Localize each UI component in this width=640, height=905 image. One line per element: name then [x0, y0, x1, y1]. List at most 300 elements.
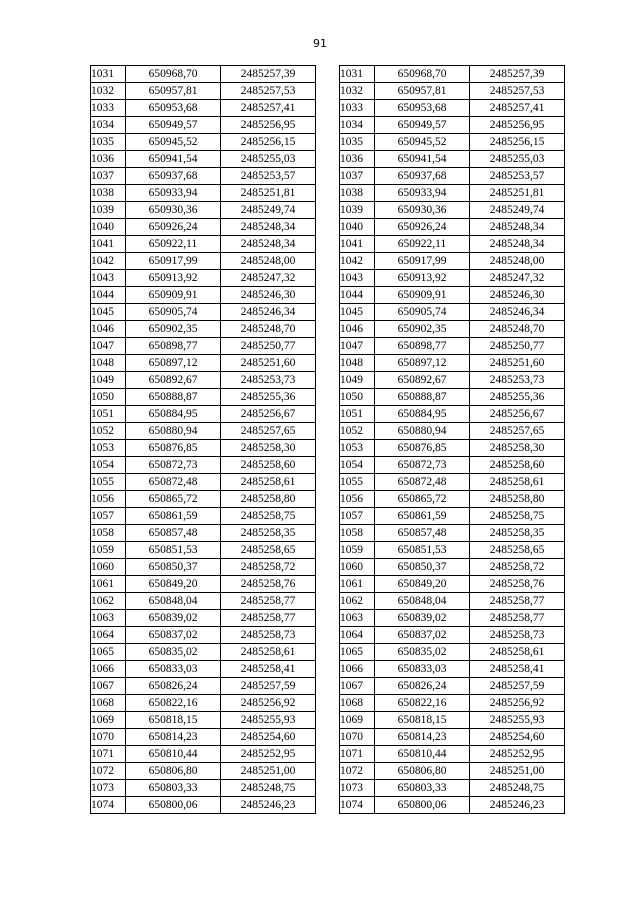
x-coordinate-cell: 650941,54: [375, 151, 470, 168]
table-row: [340, 134, 565, 151]
y-coordinate-cell: 2485255,93: [221, 712, 316, 729]
point-number-cell: 1054: [91, 457, 126, 474]
x-coordinate-cell: 650803,33: [126, 780, 221, 797]
x-coordinate-cell: 650917,99: [126, 253, 221, 270]
point-number-cell: 1049: [91, 372, 126, 389]
y-coordinate-cell: 2485247,32: [470, 270, 565, 287]
y-coordinate-cell: 2485255,03: [221, 151, 316, 168]
table-row: [340, 593, 565, 610]
x-coordinate-cell: 650835,02: [126, 644, 221, 661]
table-row: [340, 270, 565, 287]
point-number-cell: 1069: [340, 712, 375, 729]
table-row: [340, 695, 565, 712]
table-row: [340, 83, 565, 100]
table-row: [340, 100, 565, 117]
point-number-cell: 1045: [91, 304, 126, 321]
x-coordinate-cell: 650803,33: [375, 780, 470, 797]
point-number-cell: 1065: [340, 644, 375, 661]
y-coordinate-cell: 2485252,95: [470, 746, 565, 763]
table-row: [340, 185, 565, 202]
x-coordinate-cell: 650968,70: [126, 66, 221, 83]
table-row: [340, 729, 565, 746]
x-coordinate-cell: 650888,87: [126, 389, 221, 406]
x-coordinate-cell: 650800,06: [375, 797, 470, 814]
point-number-cell: 1046: [91, 321, 126, 338]
y-coordinate-cell: 2485255,36: [470, 389, 565, 406]
y-coordinate-cell: 2485257,65: [470, 423, 565, 440]
x-coordinate-cell: 650905,74: [375, 304, 470, 321]
table-row: [91, 389, 316, 406]
table-row: [340, 355, 565, 372]
y-coordinate-cell: 2485250,77: [221, 338, 316, 355]
y-coordinate-cell: 2485256,92: [470, 695, 565, 712]
point-number-cell: 1057: [91, 508, 126, 525]
x-coordinate-cell: 650849,20: [375, 576, 470, 593]
table-row: [340, 457, 565, 474]
table-row: [91, 644, 316, 661]
table-row: [91, 185, 316, 202]
point-number-cell: 1042: [91, 253, 126, 270]
point-number-cell: 1057: [340, 508, 375, 525]
point-number-cell: 1031: [340, 66, 375, 83]
y-coordinate-cell: 2485258,73: [470, 627, 565, 644]
x-coordinate-cell: 650839,02: [375, 610, 470, 627]
table-row: [340, 338, 565, 355]
point-number-cell: 1058: [340, 525, 375, 542]
table-row: [91, 423, 316, 440]
x-coordinate-cell: 650826,24: [375, 678, 470, 695]
point-number-cell: 1072: [340, 763, 375, 780]
y-coordinate-cell: 2485248,70: [470, 321, 565, 338]
point-number-cell: 1070: [91, 729, 126, 746]
point-number-cell: 1048: [91, 355, 126, 372]
table-row: [91, 253, 316, 270]
y-coordinate-cell: 2485258,41: [221, 661, 316, 678]
x-coordinate-cell: 650849,20: [126, 576, 221, 593]
table-row: [340, 797, 565, 814]
point-number-cell: 1073: [91, 780, 126, 797]
x-coordinate-cell: 650937,68: [375, 168, 470, 185]
table-row: [340, 627, 565, 644]
table-row: [91, 763, 316, 780]
point-number-cell: 1047: [91, 338, 126, 355]
table-row: [91, 355, 316, 372]
y-coordinate-cell: 2485258,61: [221, 474, 316, 491]
table-row: [340, 423, 565, 440]
y-coordinate-cell: 2485250,77: [470, 338, 565, 355]
table-row: [91, 134, 316, 151]
table-row: [340, 389, 565, 406]
point-number-cell: 1061: [340, 576, 375, 593]
x-coordinate-cell: 650953,68: [126, 100, 221, 117]
point-number-cell: 1068: [91, 695, 126, 712]
point-number-cell: 1037: [340, 168, 375, 185]
x-coordinate-cell: 650857,48: [375, 525, 470, 542]
x-coordinate-cell: 650833,03: [375, 661, 470, 678]
x-coordinate-cell: 650968,70: [375, 66, 470, 83]
y-coordinate-cell: 2485257,39: [470, 66, 565, 83]
point-number-cell: 1045: [340, 304, 375, 321]
point-number-cell: 1072: [91, 763, 126, 780]
point-number-cell: 1061: [91, 576, 126, 593]
x-coordinate-cell: 650826,24: [126, 678, 221, 695]
x-coordinate-cell: 650850,37: [126, 559, 221, 576]
x-coordinate-cell: 650814,23: [126, 729, 221, 746]
point-number-cell: 1035: [340, 134, 375, 151]
point-number-cell: 1070: [340, 729, 375, 746]
x-coordinate-cell: 650888,87: [375, 389, 470, 406]
x-coordinate-cell: 650945,52: [126, 134, 221, 151]
x-coordinate-cell: 650818,15: [126, 712, 221, 729]
table-row: [340, 287, 565, 304]
y-coordinate-cell: 2485258,60: [221, 457, 316, 474]
point-number-cell: 1053: [340, 440, 375, 457]
table-row: [340, 508, 565, 525]
table-row: [91, 780, 316, 797]
y-coordinate-cell: 2485256,15: [221, 134, 316, 151]
point-number-cell: 1038: [340, 185, 375, 202]
coordinates-table-left: [90, 65, 316, 814]
table-row: [91, 202, 316, 219]
x-coordinate-cell: 650835,02: [375, 644, 470, 661]
x-coordinate-cell: 650949,57: [375, 117, 470, 134]
y-coordinate-cell: 2485253,73: [221, 372, 316, 389]
x-coordinate-cell: 650884,95: [126, 406, 221, 423]
y-coordinate-cell: 2485255,93: [470, 712, 565, 729]
x-coordinate-cell: 650810,44: [126, 746, 221, 763]
y-coordinate-cell: 2485258,76: [221, 576, 316, 593]
table-row: [340, 491, 565, 508]
y-coordinate-cell: 2485257,59: [470, 678, 565, 695]
table-row: [340, 117, 565, 134]
y-coordinate-cell: 2485257,39: [221, 66, 316, 83]
x-coordinate-cell: 650909,91: [126, 287, 221, 304]
y-coordinate-cell: 2485258,72: [470, 559, 565, 576]
x-coordinate-cell: 650865,72: [375, 491, 470, 508]
y-coordinate-cell: 2485246,30: [470, 287, 565, 304]
y-coordinate-cell: 2485249,74: [470, 202, 565, 219]
x-coordinate-cell: 650880,94: [375, 423, 470, 440]
table-row: [340, 406, 565, 423]
point-number-cell: 1067: [340, 678, 375, 695]
table-row: [91, 576, 316, 593]
x-coordinate-cell: 650913,92: [375, 270, 470, 287]
x-coordinate-cell: 650892,67: [126, 372, 221, 389]
table-row: [340, 253, 565, 270]
x-coordinate-cell: 650926,24: [126, 219, 221, 236]
y-coordinate-cell: 2485258,35: [470, 525, 565, 542]
y-coordinate-cell: 2485252,95: [221, 746, 316, 763]
point-number-cell: 1050: [91, 389, 126, 406]
table-row: [91, 542, 316, 559]
y-coordinate-cell: 2485257,53: [470, 83, 565, 100]
table-row: [91, 117, 316, 134]
y-coordinate-cell: 2485254,60: [221, 729, 316, 746]
table-row: [340, 559, 565, 576]
table-row: [340, 321, 565, 338]
x-coordinate-cell: 650814,23: [375, 729, 470, 746]
y-coordinate-cell: 2485256,15: [470, 134, 565, 151]
x-coordinate-cell: 650930,36: [126, 202, 221, 219]
table-row: [340, 304, 565, 321]
point-number-cell: 1052: [340, 423, 375, 440]
y-coordinate-cell: 2485257,41: [470, 100, 565, 117]
table-row: [91, 219, 316, 236]
table-row: [91, 457, 316, 474]
table-row: [91, 474, 316, 491]
point-number-cell: 1034: [340, 117, 375, 134]
y-coordinate-cell: 2485258,80: [470, 491, 565, 508]
table-row: [340, 678, 565, 695]
point-number-cell: 1036: [91, 151, 126, 168]
y-coordinate-cell: 2485258,61: [221, 644, 316, 661]
table-row: [91, 661, 316, 678]
y-coordinate-cell: 2485258,61: [470, 644, 565, 661]
point-number-cell: 1038: [91, 185, 126, 202]
x-coordinate-cell: 650922,11: [126, 236, 221, 253]
table-row: [340, 202, 565, 219]
y-coordinate-cell: 2485246,23: [470, 797, 565, 814]
table-row: [340, 219, 565, 236]
point-number-cell: 1032: [91, 83, 126, 100]
x-coordinate-cell: 650876,85: [375, 440, 470, 457]
point-number-cell: 1063: [340, 610, 375, 627]
point-number-cell: 1035: [91, 134, 126, 151]
y-coordinate-cell: 2485258,30: [470, 440, 565, 457]
point-number-cell: 1040: [340, 219, 375, 236]
x-coordinate-cell: 650953,68: [375, 100, 470, 117]
table-row: [91, 287, 316, 304]
table-row: [91, 627, 316, 644]
point-number-cell: 1033: [91, 100, 126, 117]
x-coordinate-cell: 650922,11: [375, 236, 470, 253]
table-row: [91, 66, 316, 83]
x-coordinate-cell: 650861,59: [375, 508, 470, 525]
y-coordinate-cell: 2485251,60: [470, 355, 565, 372]
y-coordinate-cell: 2485257,65: [221, 423, 316, 440]
point-number-cell: 1043: [91, 270, 126, 287]
y-coordinate-cell: 2485253,57: [221, 168, 316, 185]
page-number: 91: [313, 37, 327, 50]
table-row: [340, 474, 565, 491]
y-coordinate-cell: 2485251,00: [221, 763, 316, 780]
y-coordinate-cell: 2485258,80: [221, 491, 316, 508]
table-row: [340, 440, 565, 457]
y-coordinate-cell: 2485258,65: [221, 542, 316, 559]
y-coordinate-cell: 2485251,00: [470, 763, 565, 780]
point-number-cell: 1033: [340, 100, 375, 117]
table-row: [91, 151, 316, 168]
x-coordinate-cell: 650850,37: [375, 559, 470, 576]
point-number-cell: 1050: [340, 389, 375, 406]
point-number-cell: 1074: [91, 797, 126, 814]
x-coordinate-cell: 650837,02: [126, 627, 221, 644]
point-number-cell: 1056: [91, 491, 126, 508]
table-row: [340, 746, 565, 763]
x-coordinate-cell: 650902,35: [375, 321, 470, 338]
point-number-cell: 1044: [340, 287, 375, 304]
point-number-cell: 1044: [91, 287, 126, 304]
table-row: [91, 559, 316, 576]
table-row: [91, 236, 316, 253]
table-row: [340, 151, 565, 168]
x-coordinate-cell: 650897,12: [375, 355, 470, 372]
point-number-cell: 1046: [340, 321, 375, 338]
point-number-cell: 1064: [91, 627, 126, 644]
point-number-cell: 1041: [91, 236, 126, 253]
y-coordinate-cell: 2485249,74: [221, 202, 316, 219]
x-coordinate-cell: 650926,24: [375, 219, 470, 236]
x-coordinate-cell: 650930,36: [375, 202, 470, 219]
x-coordinate-cell: 650892,67: [375, 372, 470, 389]
y-coordinate-cell: 2485258,65: [470, 542, 565, 559]
point-number-cell: 1066: [340, 661, 375, 678]
table-row: [340, 372, 565, 389]
x-coordinate-cell: 650857,48: [126, 525, 221, 542]
point-number-cell: 1067: [91, 678, 126, 695]
y-coordinate-cell: 2485248,00: [221, 253, 316, 270]
point-number-cell: 1042: [340, 253, 375, 270]
point-number-cell: 1058: [91, 525, 126, 542]
point-number-cell: 1060: [340, 559, 375, 576]
x-coordinate-cell: 650810,44: [375, 746, 470, 763]
y-coordinate-cell: 2485258,77: [470, 610, 565, 627]
point-number-cell: 1039: [91, 202, 126, 219]
y-coordinate-cell: 2485255,36: [221, 389, 316, 406]
y-coordinate-cell: 2485248,00: [470, 253, 565, 270]
table-row: [91, 83, 316, 100]
x-coordinate-cell: 650872,73: [126, 457, 221, 474]
table-row: [91, 797, 316, 814]
y-coordinate-cell: 2485258,76: [470, 576, 565, 593]
point-number-cell: 1049: [340, 372, 375, 389]
table-row: [340, 236, 565, 253]
table-row: [91, 270, 316, 287]
point-number-cell: 1066: [91, 661, 126, 678]
y-coordinate-cell: 2485258,60: [470, 457, 565, 474]
y-coordinate-cell: 2485248,34: [470, 236, 565, 253]
point-number-cell: 1037: [91, 168, 126, 185]
point-number-cell: 1056: [340, 491, 375, 508]
y-coordinate-cell: 2485247,32: [221, 270, 316, 287]
x-coordinate-cell: 650876,85: [126, 440, 221, 457]
table-row: [340, 780, 565, 797]
y-coordinate-cell: 2485258,75: [470, 508, 565, 525]
table-row: [340, 525, 565, 542]
y-coordinate-cell: 2485258,77: [221, 610, 316, 627]
table-row: [91, 525, 316, 542]
y-coordinate-cell: 2485253,57: [470, 168, 565, 185]
x-coordinate-cell: 650806,80: [375, 763, 470, 780]
x-coordinate-cell: 650806,80: [126, 763, 221, 780]
y-coordinate-cell: 2485256,67: [221, 406, 316, 423]
point-number-cell: 1047: [340, 338, 375, 355]
y-coordinate-cell: 2485248,70: [221, 321, 316, 338]
point-number-cell: 1060: [91, 559, 126, 576]
table-row: [340, 661, 565, 678]
table-row: [91, 746, 316, 763]
y-coordinate-cell: 2485246,30: [221, 287, 316, 304]
x-coordinate-cell: 650933,94: [126, 185, 221, 202]
table-row: [340, 644, 565, 661]
x-coordinate-cell: 650851,53: [126, 542, 221, 559]
table-row: [340, 542, 565, 559]
x-coordinate-cell: 650909,91: [375, 287, 470, 304]
table-row: [91, 338, 316, 355]
x-coordinate-cell: 650818,15: [375, 712, 470, 729]
x-coordinate-cell: 650872,48: [126, 474, 221, 491]
y-coordinate-cell: 2485251,81: [221, 185, 316, 202]
y-coordinate-cell: 2485258,35: [221, 525, 316, 542]
y-coordinate-cell: 2485258,61: [470, 474, 565, 491]
point-number-cell: 1074: [340, 797, 375, 814]
y-coordinate-cell: 2485256,92: [221, 695, 316, 712]
table-row: [340, 66, 565, 83]
y-coordinate-cell: 2485251,81: [470, 185, 565, 202]
point-number-cell: 1039: [340, 202, 375, 219]
y-coordinate-cell: 2485258,30: [221, 440, 316, 457]
y-coordinate-cell: 2485246,23: [221, 797, 316, 814]
y-coordinate-cell: 2485248,34: [470, 219, 565, 236]
table-row: [340, 576, 565, 593]
table-row: [91, 372, 316, 389]
y-coordinate-cell: 2485258,75: [221, 508, 316, 525]
x-coordinate-cell: 650848,04: [375, 593, 470, 610]
y-coordinate-cell: 2485248,34: [221, 219, 316, 236]
table-row: [340, 610, 565, 627]
table-row: [91, 440, 316, 457]
x-coordinate-cell: 650872,48: [375, 474, 470, 491]
x-coordinate-cell: 650957,81: [126, 83, 221, 100]
y-coordinate-cell: 2485256,95: [221, 117, 316, 134]
x-coordinate-cell: 650945,52: [375, 134, 470, 151]
x-coordinate-cell: 650933,94: [375, 185, 470, 202]
x-coordinate-cell: 650833,03: [126, 661, 221, 678]
y-coordinate-cell: 2485248,75: [470, 780, 565, 797]
x-coordinate-cell: 650941,54: [126, 151, 221, 168]
point-number-cell: 1041: [340, 236, 375, 253]
x-coordinate-cell: 650884,95: [375, 406, 470, 423]
table-row: [91, 712, 316, 729]
table-row: [91, 610, 316, 627]
x-coordinate-cell: 650837,02: [375, 627, 470, 644]
point-number-cell: 1069: [91, 712, 126, 729]
y-coordinate-cell: 2485258,77: [470, 593, 565, 610]
table-row: [91, 695, 316, 712]
x-coordinate-cell: 650937,68: [126, 168, 221, 185]
point-number-cell: 1031: [91, 66, 126, 83]
point-number-cell: 1055: [340, 474, 375, 491]
point-number-cell: 1032: [340, 83, 375, 100]
x-coordinate-cell: 650949,57: [126, 117, 221, 134]
point-number-cell: 1062: [91, 593, 126, 610]
table-row: [91, 491, 316, 508]
table-row: [340, 168, 565, 185]
point-number-cell: 1062: [340, 593, 375, 610]
point-number-cell: 1051: [340, 406, 375, 423]
y-coordinate-cell: 2485257,53: [221, 83, 316, 100]
point-number-cell: 1051: [91, 406, 126, 423]
point-number-cell: 1036: [340, 151, 375, 168]
x-coordinate-cell: 650848,04: [126, 593, 221, 610]
x-coordinate-cell: 650917,99: [375, 253, 470, 270]
table-row: [91, 321, 316, 338]
x-coordinate-cell: 650851,53: [375, 542, 470, 559]
x-coordinate-cell: 650865,72: [126, 491, 221, 508]
y-coordinate-cell: 2485255,03: [470, 151, 565, 168]
point-number-cell: 1065: [91, 644, 126, 661]
y-coordinate-cell: 2485248,34: [221, 236, 316, 253]
